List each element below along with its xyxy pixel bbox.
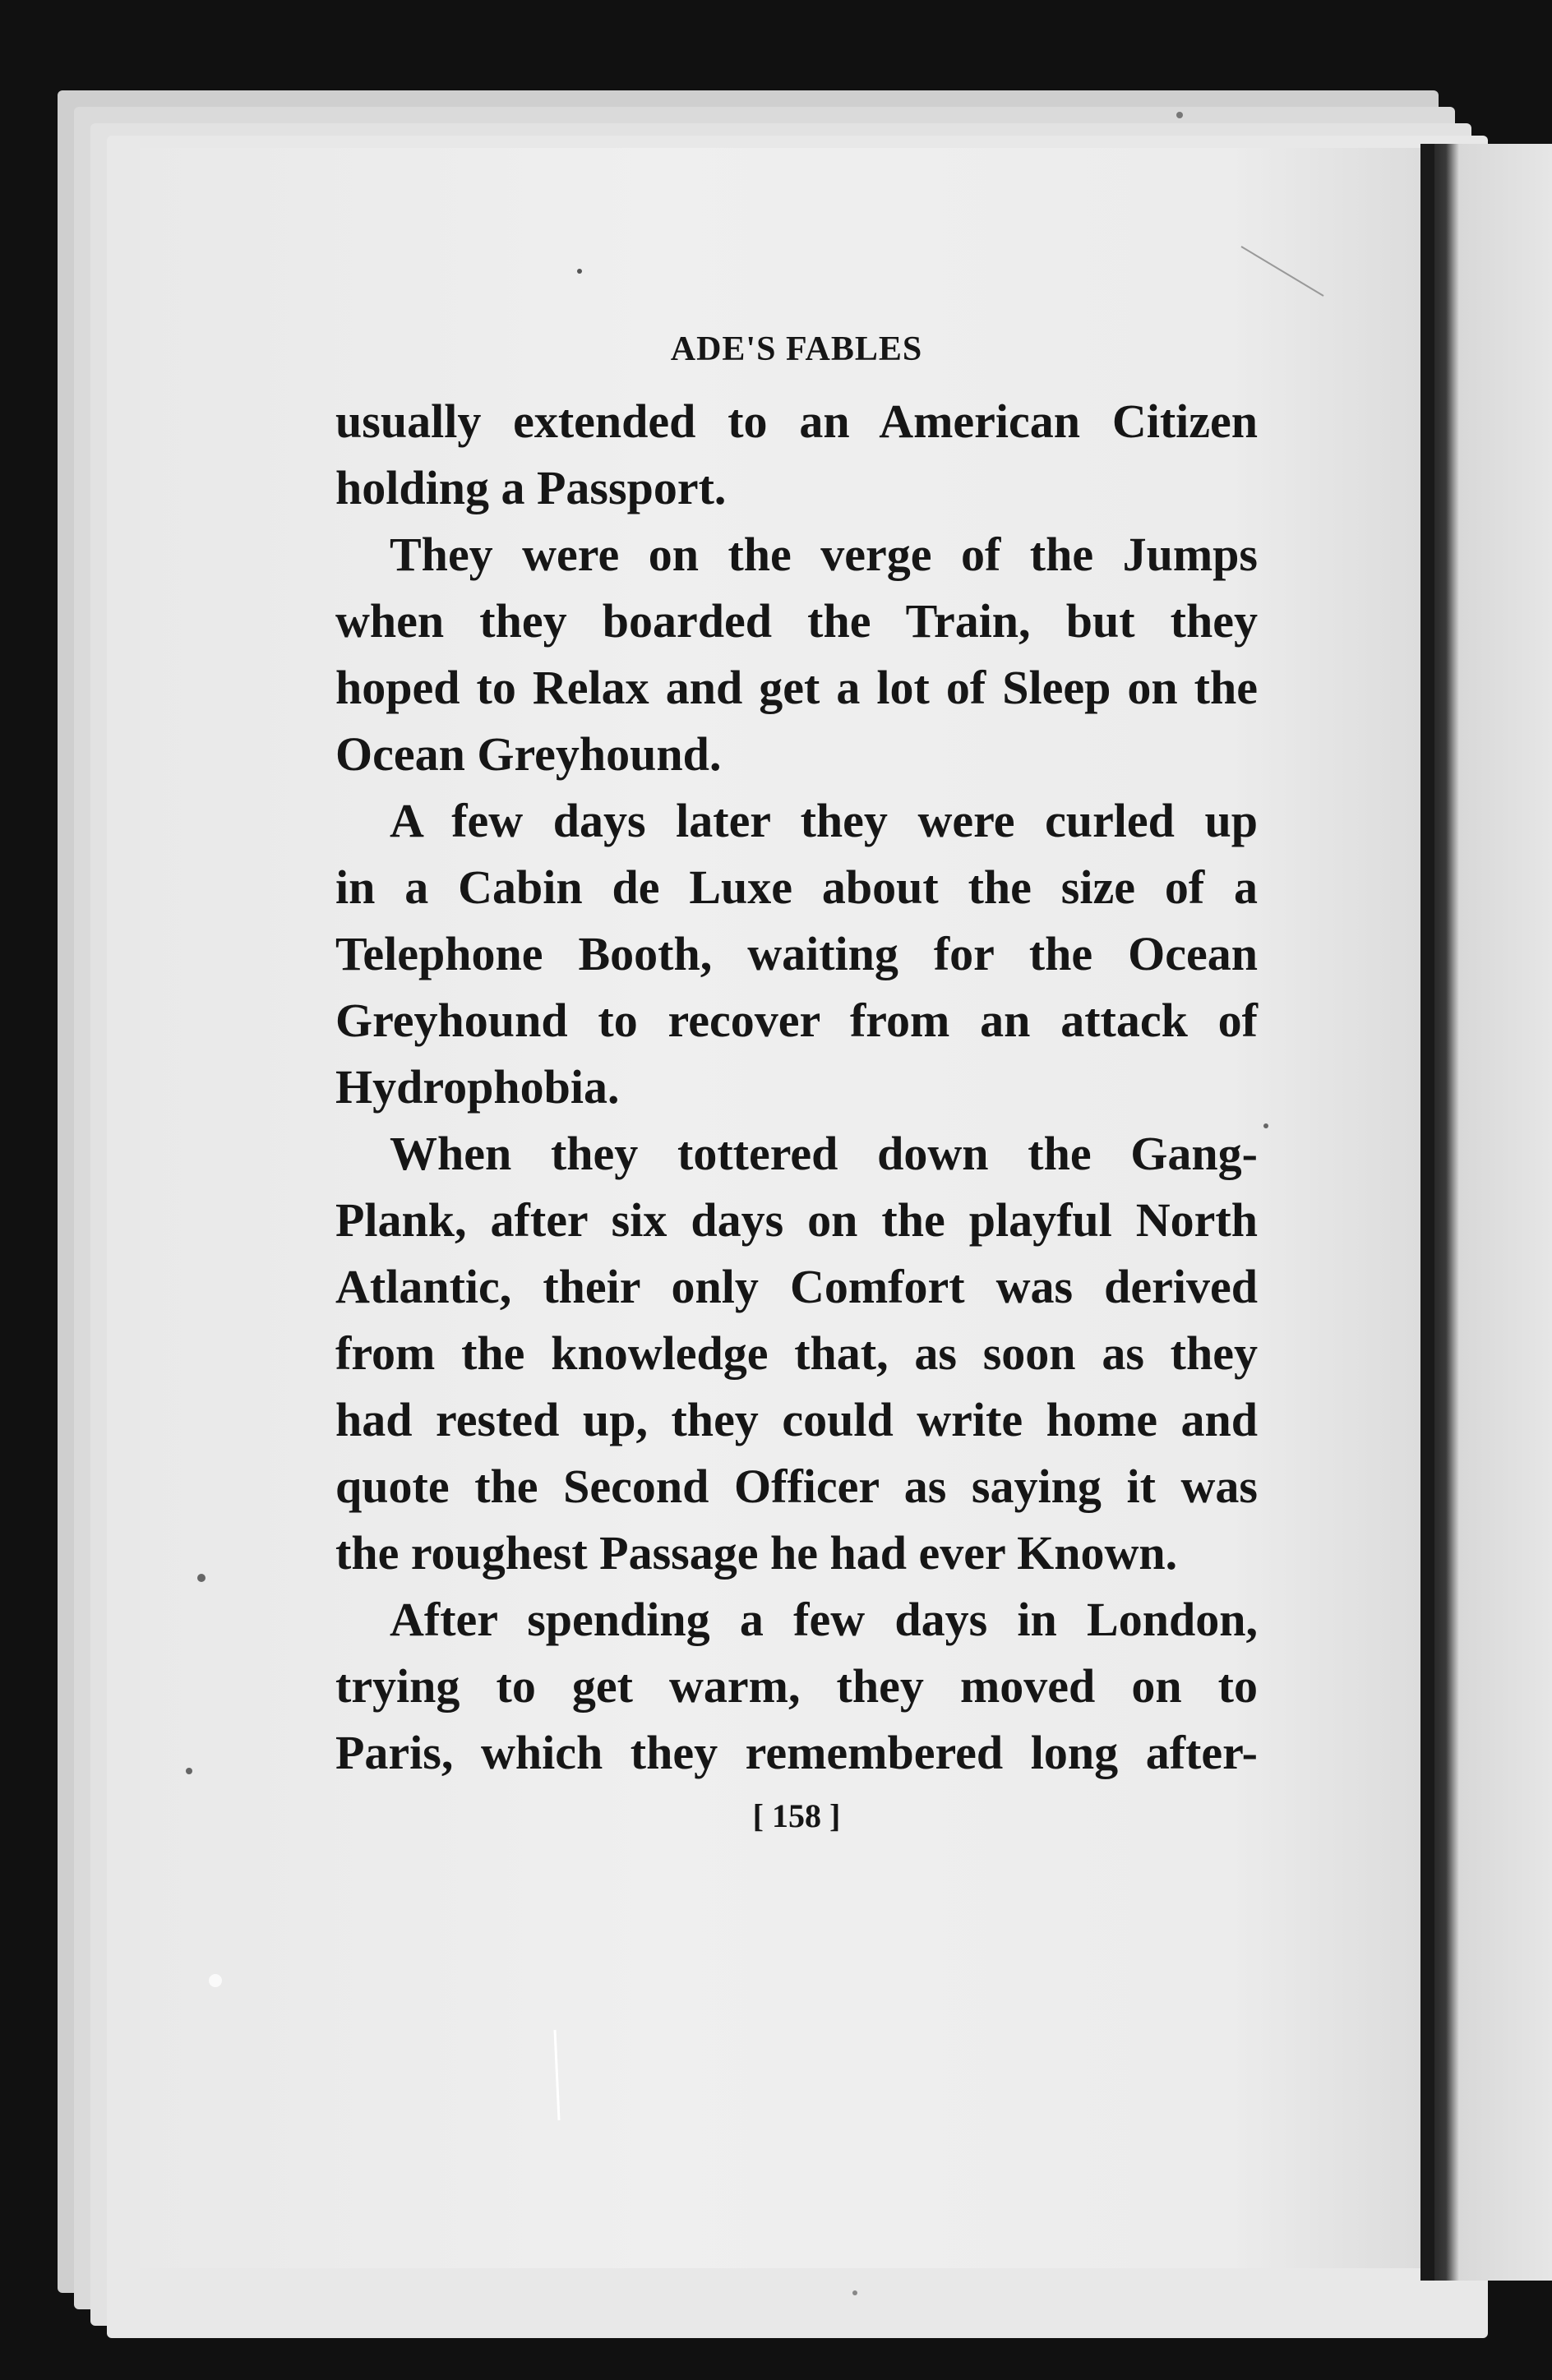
text-line: Telephone Booth, waiting for the Ocean bbox=[335, 927, 1258, 980]
text-line: holding a Passport. bbox=[335, 461, 727, 514]
text-line: usually extended to an American Citizen bbox=[335, 394, 1258, 448]
text-line: A few days later they were curled up bbox=[390, 794, 1258, 847]
paragraph-4 bbox=[335, 1120, 1258, 1586]
text-line: Paris, which they remembered long after- bbox=[335, 1726, 1258, 1779]
text-line: the roughest Passage he had ever Known. bbox=[335, 1526, 1178, 1580]
text-line: quote the Second Officer as saying it was bbox=[335, 1460, 1258, 1513]
text-line: from the knowledge that, as soon as they bbox=[335, 1326, 1258, 1380]
text-line: Atlantic, their only Comfort was derived bbox=[335, 1260, 1258, 1313]
paragraph-2 bbox=[335, 521, 1258, 787]
text-line: when they boarded the Train, but they bbox=[335, 594, 1258, 648]
text-line: hoped to Relax and get a lot of Sleep on the bbox=[335, 661, 1258, 714]
text-line: trying to get warm, they moved on to bbox=[335, 1659, 1258, 1713]
page-number: [ 158 ] bbox=[752, 1797, 841, 1834]
text-line: Hydrophobia. bbox=[335, 1060, 620, 1114]
paragraph-1 bbox=[335, 388, 1258, 521]
text-line: Plank, after six days on the playful North bbox=[335, 1193, 1258, 1247]
text-line: Greyhound to recover from an attack of bbox=[335, 994, 1258, 1047]
paragraph-3 bbox=[335, 787, 1258, 1120]
paragraph-5 bbox=[335, 1586, 1258, 1786]
text-line: They were on the verge of the Jumps bbox=[390, 528, 1258, 581]
text-line: in a Cabin de Luxe about the size of a bbox=[335, 860, 1258, 914]
text-line: When they tottered down the Gang- bbox=[390, 1127, 1258, 1180]
text-line: Ocean Greyhound. bbox=[335, 727, 722, 781]
running-head: ADE'S FABLES bbox=[670, 330, 923, 368]
text-block bbox=[335, 329, 1258, 1837]
facing-page-edge bbox=[1434, 144, 1552, 2281]
text-line: had rested up, they could write home and bbox=[335, 1393, 1258, 1446]
text-line: After spending a few days in London, bbox=[390, 1593, 1258, 1646]
